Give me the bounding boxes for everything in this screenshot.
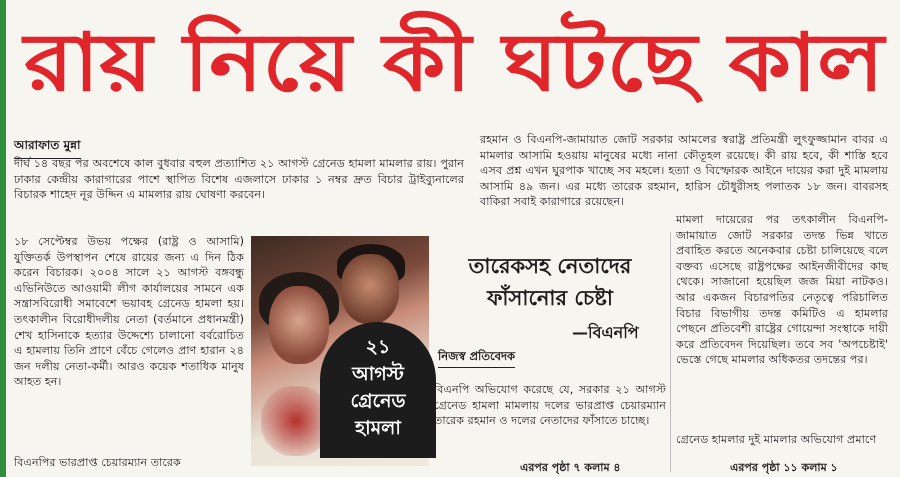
lead-paragraph: দীর্ঘ ১৪ বছর পর অবশেষে কাল বুধবার বহুল প্রত্যাশিত ২১ আগস্ট গ্রেনেড হামলা মামলার রায়। পুরান ঢাকার কেন্দ্রীয় কারাগারের পাশে স্থাপিত বিশেষ এজলাসে ঢাকার ১ নম্বর দ্রুত বিচার ট্রাইব্যুনালের বিচারক শাহেদ নূর উদ্দিন এ মামলার রায় ঘোষণা করবেন।: [14, 157, 464, 202]
continuation-label-right: এরপর পৃষ্ঠা ১১ কলাম ১: [730, 461, 838, 474]
sub-story-headline: [434, 250, 666, 314]
body-paragraph-2: ১৮ সেপ্টেম্বর উভয় পক্ষের (রাষ্ট্র ও আসামি) যুক্তিতর্ক উপস্থাপন শেষে রায়ের জন্য এ দিন ঠিক করেন বিচারক। ২০০৪ সালে ২১ আগস্ট বঙ্গবন্ধু এভিনিউতে আওয়ামী লীগ কার্যালয়ের সামনে এক সন্ত্রাসবিরোধী সমাবেশে ভয়াবহ গ্রেনেড হামলা হয়। তৎকালীন বিরোধীদলীয় নেতা (বর্তমানে প্রধানমন্ত্রী) শেখ হাসিনাকে হত্যার উদ্দেশ্যে চালানো বর্বরোচিত এ হামলায় তিনি প্রাণে বেঁচে গেলেও প্রাণ হারান ২৪ জন দলীয় নেতা-কর্মী। আরও কয়েক শতাধিক মানুষ আহত হন।: [14, 235, 244, 389]
main-headline: [14, 4, 894, 112]
badge-line-4: হামলা: [355, 417, 401, 439]
right-col-paragraph: মামলা দায়েরের পর তৎকালীন বিএনপি-জামায়াত জোট সরকার তদন্ত ভিন্ন খাতে প্রবাহিত করতে অনেকবার চেষ্টা চালিয়েছে বলে বক্তব্য এসেছে রাষ্ট্রপক্ষের আইনজীবীদের কাছ থেকে। সাজানো হয়েছিল জজ মিয়া নাটকও। আর একজন বিচারপতির নেতৃত্বে পরিচালিত বিচার বিভাগীয় তদন্ত কমিটিও এ হামলার পেছনে প্রতিবেশী রাষ্ট্রের গোয়েন্দা সংস্থাকে দায়ী করে প্রতিবেদন দিয়েছিল। তবে সব 'অপচেষ্টাই' ভেস্তে গেছে মামলার অধিকতর তদন্তের পর।: [676, 213, 888, 367]
body-paragraph-3: বিএনপির ভারপ্রাপ্ত চেয়ারম্যান তারেক: [14, 456, 181, 469]
sub-story-reporter: নিজস্ব প্রতিবেদক: [438, 348, 515, 368]
column-rule: [670, 232, 671, 472]
sub-headline-line-2: ফাঁসানোর চেষ্টা: [487, 286, 613, 310]
headline-text: রায় নিয়ে কী ঘটছে কাল: [24, 16, 791, 109]
continuation-label-sub: এরপর পৃষ্ঠা ৭ কলাম ৪: [520, 461, 621, 474]
right-top-paragraph: রহমান ও বিএনপি-জামায়াত জোট সরকার আমলের স্বরাষ্ট্র প্রতিমন্ত্রী লুৎফুজ্জামান বাবর এ মামলার আসামি হওয়ায় মানুষের মধ্যে নানা কৌতূহল রয়েছে। কী রায় হবে, কী শাস্তি হবে এসব প্রশ্ন এখন ঘুরপাক খাচ্ছে সব মহলে। হত্যা ও বিস্ফোরক আইনে দায়ের করা দুই মামলায় আসামি ৪৯ জন। এর মধ্যে তারেক রহমান, হারিস চৌধুরীসহ পলাতক ১৮ জন। বাবরসহ বাকিরা সবাই কারাগারে রয়েছেন।: [480, 133, 888, 209]
photo-badge: [320, 322, 436, 458]
right-col-paragraph-2: গ্রেনেড হামলার দুই মামলার অভিযোগ প্রমাণে: [676, 433, 877, 446]
sub-headline-line-1: তারেকসহ নেতাদের: [468, 254, 632, 278]
badge-line-3: গ্রেনেড: [350, 390, 406, 412]
badge-line-1: ২১: [365, 336, 391, 358]
badge-line-2: আগস্ট: [352, 363, 404, 385]
page-edge-strip: [0, 0, 6, 477]
sub-story-body: বিএনপি অভিযোগ করেছে যে, সরকার ২১ আগস্ট গ্রেনেড হামলা মামলায় দলের ভারপ্রাপ্ত চেয়ারম্যান তারেক রহমান ও দলের নেতাদের ফাঁসাতে চাচ্ছে।: [434, 383, 666, 428]
sub-story-source: —বিএনপি: [572, 323, 639, 342]
byline: আরাফাত মুন্না: [14, 137, 81, 159]
